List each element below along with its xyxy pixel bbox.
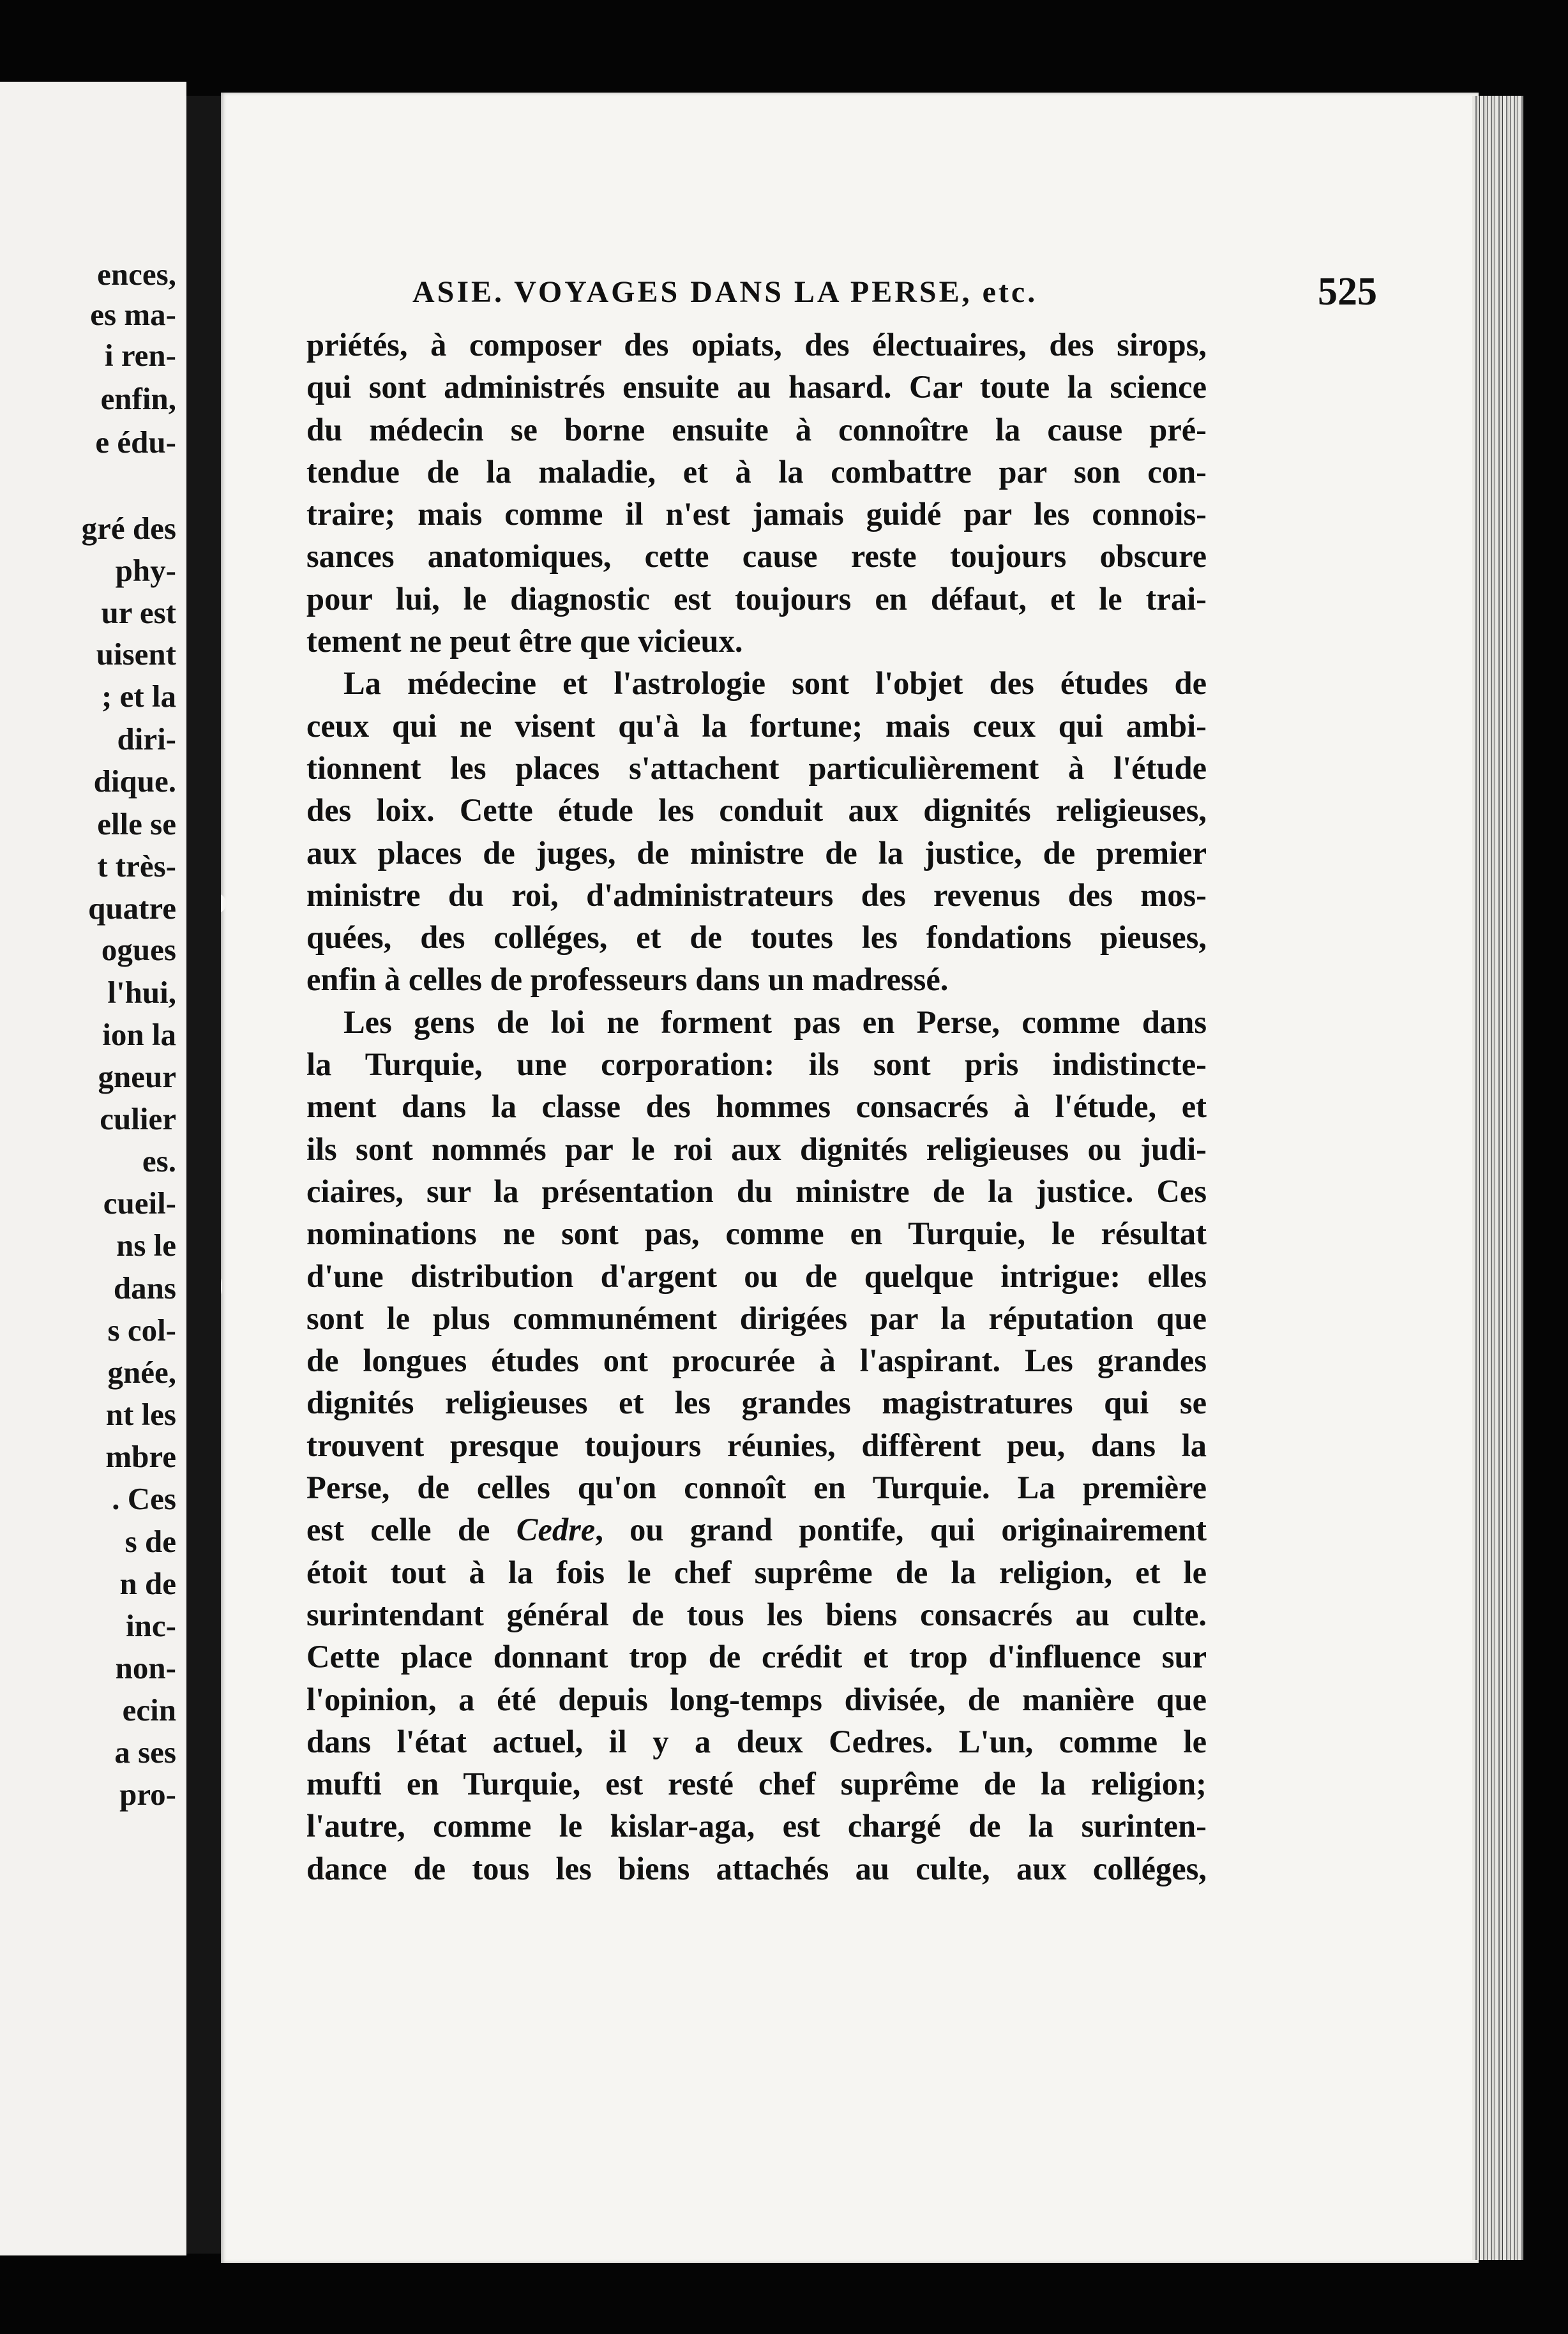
text-line: étoit tout à la fois le chef suprême de la religion, et le: [306, 1554, 1207, 1590]
book-gutter: [186, 96, 223, 2254]
facing-page-line: ogues: [101, 932, 176, 967]
text-line: de longues études ont procurée à l'aspirant. Les grandes: [306, 1343, 1207, 1379]
text-line: enfin à celles de professeurs dans un madressé.: [306, 961, 949, 998]
running-head: ASIE. VOYAGES DANS LA PERSE, etc.: [412, 275, 1038, 309]
facing-page-line: . Ces: [112, 1481, 176, 1516]
facing-page-line: ; et la: [102, 679, 176, 714]
text-line: sances anatomiques, cette cause reste toujours obscure: [306, 538, 1207, 575]
text-line: qui sont administrés ensuite au hasard. Car toute la science: [306, 369, 1207, 405]
facing-page-line: s col-: [107, 1313, 176, 1348]
text-line: tendue de la maladie, et à la combattre par son con-: [306, 453, 1207, 490]
text-line: des loix. Cette étude les conduit aux dignités religieuses,: [306, 792, 1207, 829]
facing-page-line: nt les: [105, 1397, 176, 1432]
facing-page-line: es.: [142, 1143, 176, 1178]
facing-page-line: pro-: [119, 1777, 176, 1812]
facing-page-line: mbre: [105, 1439, 176, 1474]
facing-page-line: l'hui,: [107, 975, 176, 1010]
facing-page-line: ion la: [102, 1017, 176, 1052]
facing-page-line: ns le: [116, 1228, 176, 1263]
text-line: ils sont nommés par le roi aux dignités religieuses ou judi-: [306, 1131, 1207, 1167]
page-number: 525: [1318, 270, 1377, 313]
facing-page-line: gnée,: [107, 1355, 176, 1390]
text-line: dance de tous les biens attachés au culte, aux colléges,: [306, 1850, 1207, 1886]
text-line: traire; mais comme il n'est jamais guidé par les connois-: [306, 496, 1207, 532]
paper-speck: [221, 1270, 222, 1302]
facing-page-line: es ma-: [90, 297, 176, 332]
text-line: est celle de Cedre, ou grand pontife, qui originairement: [306, 1512, 1207, 1548]
text-line: priétés, à composer des opiats, des électuaires, des sirops,: [306, 327, 1207, 363]
text-line: nominations ne sont pas, comme en Turquie, le résultat: [306, 1216, 1207, 1252]
facing-page-line: ur est: [101, 595, 176, 630]
facing-page-line: a ses: [114, 1735, 176, 1770]
facing-page-line: diri-: [117, 721, 176, 757]
text-line: la Turquie, une corporation: ils sont pris indistincte-: [306, 1046, 1207, 1083]
text-line: du médecin se borne ensuite à connoître la cause pré-: [306, 411, 1207, 448]
facing-page: [0, 82, 186, 2255]
text-line: Perse, de celles qu'on connoît en Turquie. La première: [306, 1470, 1207, 1506]
text-line: l'opinion, a été depuis long-temps divisée, de manière que: [306, 1681, 1207, 1717]
facing-page-line: inc-: [126, 1608, 176, 1643]
facing-page-line: phy-: [115, 553, 176, 588]
text-line: d'une distribution d'argent ou de quelque intrigue: elles: [306, 1258, 1207, 1294]
facing-page-line: quatre: [88, 891, 176, 926]
facing-page-line: e édu-: [95, 425, 176, 460]
text-line: dans l'état actuel, il y a deux Cedres. L'un, comme le: [306, 1723, 1207, 1759]
paper-speck: [221, 894, 226, 913]
facing-page-line: n de: [119, 1566, 176, 1601]
text-line: ministre du roi, d'administrateurs des revenus des mos-: [306, 877, 1207, 913]
text-line: mufti en Turquie, est resté chef suprême de la religion;: [306, 1766, 1207, 1802]
text-line: tionnent les places s'attachent particulièrement à l'étude: [306, 749, 1207, 786]
text-line: surintendant général de tous les biens consacrés au culte.: [306, 1596, 1207, 1632]
text-line: ceux qui ne visent qu'à la fortune; mais ceux qui ambi-: [306, 707, 1207, 744]
facing-page-line: elle se: [97, 806, 176, 841]
facing-page-line: i ren-: [104, 338, 176, 373]
text-line: aux places de juges, de ministre de la justice, de premier: [306, 834, 1207, 871]
facing-page-line: dique.: [93, 764, 176, 799]
facing-page-line: s de: [124, 1524, 176, 1559]
facing-page-line: uisent: [96, 636, 176, 672]
text-line: dignités religieuses et les grandes magistratures qui se: [306, 1385, 1207, 1421]
facing-page-line: t très-: [97, 848, 176, 884]
text-line: l'autre, comme le kislar-aga, est chargé de la surinten-: [306, 1808, 1207, 1844]
facing-page-line: dans: [113, 1270, 176, 1306]
facing-page-line: gré des: [81, 511, 176, 546]
page-edges: [1472, 96, 1523, 2260]
text-line: Les gens de loi ne forment pas en Perse, comme dans: [343, 1004, 1207, 1040]
book-page: [221, 93, 1479, 2263]
text-line: La médecine et l'astrologie sont l'objet des études de: [343, 665, 1207, 702]
facing-page-line: ecin: [122, 1692, 176, 1728]
facing-page-line: non-: [115, 1650, 176, 1685]
facing-page-line: cueil-: [103, 1186, 176, 1221]
page-header: [412, 270, 1434, 326]
facing-page-line: culier: [100, 1101, 176, 1136]
text-line: pour lui, le diagnostic est toujours en défaut, et le trai-: [306, 580, 1207, 617]
facing-page-line: gneur: [98, 1059, 176, 1094]
text-line: ment dans la classe des hommes consacrés à l'étude, et: [306, 1088, 1207, 1125]
text-line: ciaires, sur la présentation du ministre de la justice. Ces: [306, 1173, 1207, 1209]
facing-page-line: ences,: [97, 257, 176, 292]
body-text: [306, 324, 1207, 1890]
text-line: sont le plus communément dirigées par la réputation que: [306, 1300, 1207, 1336]
text-line: quées, des colléges, et de toutes les fondations pieuses,: [306, 919, 1207, 956]
text-line: tement ne peut être que vicieux.: [306, 623, 743, 659]
text-line: trouvent presque toujours réunies, diffèrent peu, dans la: [306, 1427, 1207, 1463]
text-line: Cette place donnant trop de crédit et trop d'influence sur: [306, 1639, 1207, 1675]
facing-page-line: enfin,: [100, 381, 176, 416]
